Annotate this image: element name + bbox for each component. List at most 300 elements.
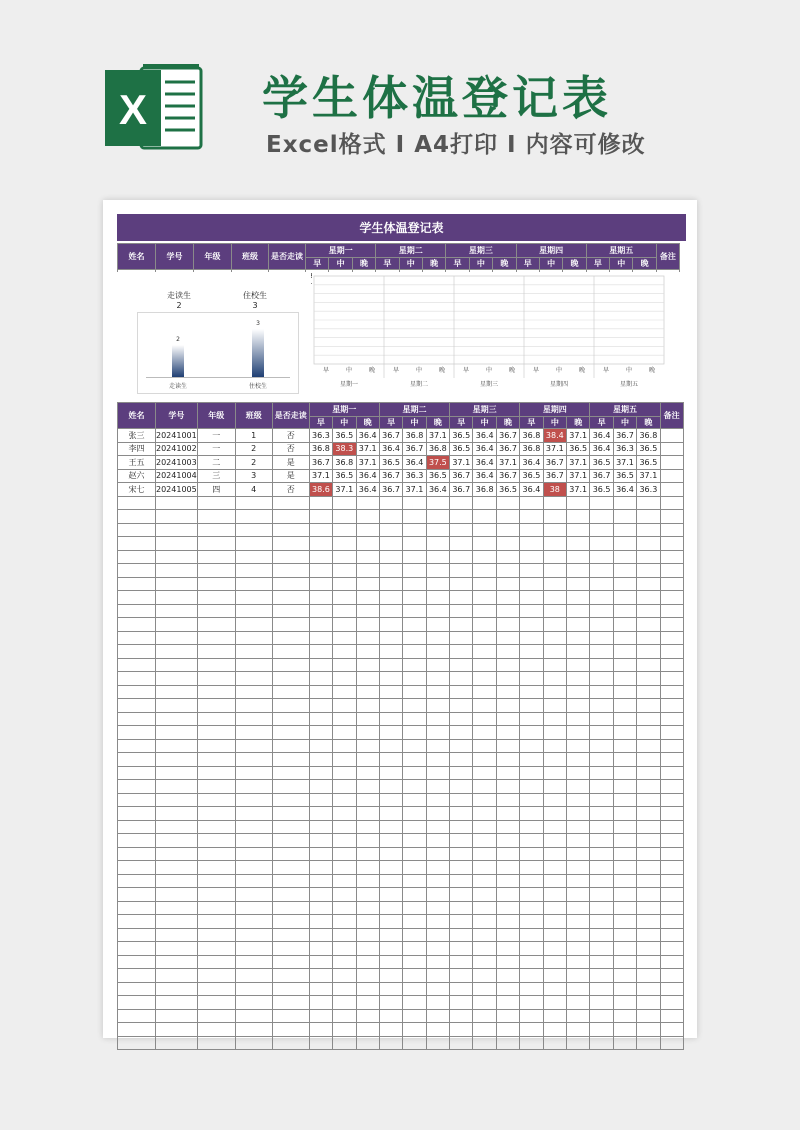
empty-cell[interactable] xyxy=(473,672,496,686)
empty-cell[interactable] xyxy=(613,631,636,645)
temperature-cell[interactable]: 36.8 xyxy=(309,442,332,456)
empty-cell[interactable] xyxy=(637,726,660,740)
empty-cell[interactable] xyxy=(567,969,590,983)
empty-cell[interactable] xyxy=(473,888,496,902)
empty-cell[interactable] xyxy=(379,1009,402,1023)
empty-cell[interactable] xyxy=(543,1009,566,1023)
empty-cell[interactable] xyxy=(567,672,590,686)
empty-cell[interactable] xyxy=(403,1023,426,1037)
empty-cell[interactable] xyxy=(197,523,235,537)
empty-cell[interactable] xyxy=(473,510,496,524)
empty-cell[interactable] xyxy=(235,915,272,929)
empty-cell[interactable] xyxy=(272,699,309,713)
temperature-cell[interactable]: 36.4 xyxy=(356,483,379,497)
empty-cell[interactable] xyxy=(333,604,356,618)
empty-cell[interactable] xyxy=(590,699,613,713)
empty-cell[interactable] xyxy=(156,888,198,902)
empty-cell[interactable] xyxy=(379,915,402,929)
temperature-cell[interactable]: 37.1 xyxy=(356,442,379,456)
temperature-cell[interactable]: 36.4 xyxy=(356,429,379,443)
empty-cell[interactable] xyxy=(496,888,519,902)
temperature-cell[interactable]: 36.8 xyxy=(520,429,543,443)
empty-cell[interactable] xyxy=(197,915,235,929)
temperature-cell[interactable]: 36.3 xyxy=(637,483,660,497)
info-cell[interactable]: 20241005 xyxy=(156,483,198,497)
empty-cell[interactable] xyxy=(403,604,426,618)
empty-cell[interactable] xyxy=(379,1023,402,1037)
temperature-cell[interactable]: 37.1 xyxy=(426,429,449,443)
empty-cell[interactable] xyxy=(473,739,496,753)
empty-cell[interactable] xyxy=(333,1036,356,1050)
empty-cell[interactable] xyxy=(272,780,309,794)
empty-cell[interactable] xyxy=(235,604,272,618)
empty-cell[interactable] xyxy=(590,793,613,807)
empty-cell[interactable] xyxy=(613,928,636,942)
empty-cell[interactable] xyxy=(379,1036,402,1050)
empty-cell[interactable] xyxy=(197,928,235,942)
empty-cell[interactable] xyxy=(197,780,235,794)
empty-cell[interactable] xyxy=(426,537,449,551)
empty-cell[interactable] xyxy=(473,807,496,821)
empty-cell[interactable] xyxy=(496,699,519,713)
empty-cell[interactable] xyxy=(235,861,272,875)
empty-cell[interactable] xyxy=(496,1036,519,1050)
empty-cell[interactable] xyxy=(403,1009,426,1023)
empty-cell[interactable] xyxy=(450,834,473,848)
empty-cell[interactable] xyxy=(660,1036,683,1050)
empty-cell[interactable] xyxy=(450,658,473,672)
temperature-cell[interactable]: 36.5 xyxy=(567,442,590,456)
empty-cell[interactable] xyxy=(309,915,332,929)
info-cell[interactable]: 是 xyxy=(272,456,309,470)
empty-cell[interactable] xyxy=(356,591,379,605)
empty-cell[interactable] xyxy=(426,942,449,956)
empty-cell[interactable] xyxy=(403,510,426,524)
empty-cell[interactable] xyxy=(567,874,590,888)
empty-cell[interactable] xyxy=(660,969,683,983)
empty-cell[interactable] xyxy=(235,1009,272,1023)
empty-cell[interactable] xyxy=(403,807,426,821)
empty-cell[interactable] xyxy=(309,618,332,632)
empty-cell[interactable] xyxy=(590,901,613,915)
empty-cell[interactable] xyxy=(567,510,590,524)
empty-cell[interactable] xyxy=(333,537,356,551)
empty-cell[interactable] xyxy=(660,847,683,861)
empty-cell[interactable] xyxy=(197,604,235,618)
empty-cell[interactable] xyxy=(660,915,683,929)
empty-cell[interactable] xyxy=(379,645,402,659)
empty-cell[interactable] xyxy=(520,658,543,672)
empty-cell[interactable] xyxy=(520,969,543,983)
empty-cell[interactable] xyxy=(156,807,198,821)
empty-cell[interactable] xyxy=(473,847,496,861)
temperature-cell[interactable]: 37.1 xyxy=(567,469,590,483)
empty-cell[interactable] xyxy=(520,1036,543,1050)
empty-cell[interactable] xyxy=(156,820,198,834)
empty-cell[interactable] xyxy=(520,685,543,699)
empty-cell[interactable] xyxy=(567,915,590,929)
temperature-cell[interactable]: 36.5 xyxy=(496,483,519,497)
empty-cell[interactable] xyxy=(590,753,613,767)
empty-cell[interactable] xyxy=(156,915,198,929)
empty-cell[interactable] xyxy=(613,780,636,794)
empty-cell[interactable] xyxy=(356,888,379,902)
empty-cell[interactable] xyxy=(520,672,543,686)
empty-cell[interactable] xyxy=(272,712,309,726)
empty-cell[interactable] xyxy=(426,577,449,591)
empty-cell[interactable] xyxy=(450,820,473,834)
empty-cell[interactable] xyxy=(356,928,379,942)
empty-cell[interactable] xyxy=(379,550,402,564)
empty-cell[interactable] xyxy=(235,1023,272,1037)
temperature-cell[interactable]: 36.5 xyxy=(333,429,356,443)
temperature-cell[interactable]: 38.6 xyxy=(309,483,332,497)
empty-cell[interactable] xyxy=(356,523,379,537)
temperature-cell[interactable]: 37.1 xyxy=(567,456,590,470)
empty-cell[interactable] xyxy=(590,537,613,551)
empty-cell[interactable] xyxy=(567,955,590,969)
empty-cell[interactable] xyxy=(356,658,379,672)
empty-cell[interactable] xyxy=(660,496,683,510)
empty-cell[interactable] xyxy=(197,766,235,780)
empty-cell[interactable] xyxy=(118,942,156,956)
empty-cell[interactable] xyxy=(567,996,590,1010)
empty-cell[interactable] xyxy=(272,969,309,983)
empty-cell[interactable] xyxy=(660,685,683,699)
empty-cell[interactable] xyxy=(613,672,636,686)
info-cell[interactable]: 三 xyxy=(197,469,235,483)
empty-cell[interactable] xyxy=(450,604,473,618)
info-cell[interactable]: 二 xyxy=(197,456,235,470)
empty-cell[interactable] xyxy=(426,807,449,821)
empty-cell[interactable] xyxy=(613,901,636,915)
empty-cell[interactable] xyxy=(450,901,473,915)
empty-cell[interactable] xyxy=(333,982,356,996)
empty-cell[interactable] xyxy=(118,793,156,807)
empty-cell[interactable] xyxy=(426,969,449,983)
note-cell[interactable] xyxy=(660,483,683,497)
empty-cell[interactable] xyxy=(309,712,332,726)
empty-cell[interactable] xyxy=(379,726,402,740)
empty-cell[interactable] xyxy=(118,564,156,578)
empty-cell[interactable] xyxy=(637,496,660,510)
empty-cell[interactable] xyxy=(520,712,543,726)
empty-cell[interactable] xyxy=(450,726,473,740)
empty-cell[interactable] xyxy=(356,766,379,780)
empty-cell[interactable] xyxy=(118,969,156,983)
empty-cell[interactable] xyxy=(118,496,156,510)
temperature-cell[interactable]: 36.8 xyxy=(520,442,543,456)
empty-cell[interactable] xyxy=(272,901,309,915)
empty-cell[interactable] xyxy=(197,591,235,605)
empty-cell[interactable] xyxy=(473,753,496,767)
empty-cell[interactable] xyxy=(118,510,156,524)
empty-cell[interactable] xyxy=(637,604,660,618)
empty-cell[interactable] xyxy=(590,712,613,726)
empty-cell[interactable] xyxy=(309,685,332,699)
empty-cell[interactable] xyxy=(637,699,660,713)
empty-cell[interactable] xyxy=(660,982,683,996)
empty-cell[interactable] xyxy=(272,888,309,902)
empty-cell[interactable] xyxy=(379,780,402,794)
empty-cell[interactable] xyxy=(543,793,566,807)
empty-cell[interactable] xyxy=(309,496,332,510)
empty-cell[interactable] xyxy=(450,766,473,780)
empty-cell[interactable] xyxy=(379,928,402,942)
empty-cell[interactable] xyxy=(473,564,496,578)
empty-cell[interactable] xyxy=(156,591,198,605)
empty-cell[interactable] xyxy=(197,847,235,861)
empty-cell[interactable] xyxy=(496,982,519,996)
empty-cell[interactable] xyxy=(450,510,473,524)
empty-cell[interactable] xyxy=(118,604,156,618)
empty-cell[interactable] xyxy=(235,739,272,753)
temperature-cell[interactable]: 36.3 xyxy=(613,442,636,456)
temperature-cell[interactable]: 36.4 xyxy=(590,442,613,456)
empty-cell[interactable] xyxy=(613,685,636,699)
empty-cell[interactable] xyxy=(156,874,198,888)
empty-cell[interactable] xyxy=(637,712,660,726)
empty-cell[interactable] xyxy=(637,955,660,969)
empty-cell[interactable] xyxy=(235,510,272,524)
empty-cell[interactable] xyxy=(235,982,272,996)
empty-cell[interactable] xyxy=(660,604,683,618)
empty-cell[interactable] xyxy=(118,861,156,875)
empty-cell[interactable] xyxy=(379,766,402,780)
temperature-cell[interactable]: 36.7 xyxy=(450,483,473,497)
empty-cell[interactable] xyxy=(637,523,660,537)
temperature-cell[interactable]: 36.7 xyxy=(543,456,566,470)
empty-cell[interactable] xyxy=(403,618,426,632)
empty-cell[interactable] xyxy=(118,834,156,848)
empty-cell[interactable] xyxy=(118,577,156,591)
empty-cell[interactable] xyxy=(660,591,683,605)
empty-cell[interactable] xyxy=(567,1009,590,1023)
info-cell[interactable]: 2 xyxy=(235,442,272,456)
temperature-cell[interactable]: 36.4 xyxy=(473,429,496,443)
empty-cell[interactable] xyxy=(356,874,379,888)
info-cell[interactable]: 3 xyxy=(235,469,272,483)
empty-cell[interactable] xyxy=(520,496,543,510)
empty-cell[interactable] xyxy=(235,523,272,537)
empty-cell[interactable] xyxy=(156,753,198,767)
empty-cell[interactable] xyxy=(379,591,402,605)
empty-cell[interactable] xyxy=(118,928,156,942)
empty-cell[interactable] xyxy=(473,604,496,618)
empty-cell[interactable] xyxy=(379,712,402,726)
empty-cell[interactable] xyxy=(567,523,590,537)
empty-cell[interactable] xyxy=(450,496,473,510)
empty-cell[interactable] xyxy=(520,888,543,902)
empty-cell[interactable] xyxy=(450,645,473,659)
empty-cell[interactable] xyxy=(403,874,426,888)
empty-cell[interactable] xyxy=(197,550,235,564)
empty-cell[interactable] xyxy=(590,672,613,686)
temperature-cell[interactable]: 36.5 xyxy=(590,456,613,470)
empty-cell[interactable] xyxy=(379,942,402,956)
empty-cell[interactable] xyxy=(567,888,590,902)
empty-cell[interactable] xyxy=(473,820,496,834)
temperature-cell[interactable]: 36.7 xyxy=(496,469,519,483)
empty-cell[interactable] xyxy=(543,591,566,605)
empty-cell[interactable] xyxy=(379,699,402,713)
empty-cell[interactable] xyxy=(590,834,613,848)
empty-cell[interactable] xyxy=(613,1036,636,1050)
temperature-cell[interactable]: 36.4 xyxy=(426,483,449,497)
empty-cell[interactable] xyxy=(235,672,272,686)
empty-cell[interactable] xyxy=(235,942,272,956)
info-cell[interactable]: 一 xyxy=(197,429,235,443)
empty-cell[interactable] xyxy=(197,618,235,632)
empty-cell[interactable] xyxy=(272,861,309,875)
empty-cell[interactable] xyxy=(403,955,426,969)
empty-cell[interactable] xyxy=(118,780,156,794)
empty-cell[interactable] xyxy=(590,1009,613,1023)
empty-cell[interactable] xyxy=(403,658,426,672)
empty-cell[interactable] xyxy=(660,510,683,524)
empty-cell[interactable] xyxy=(272,982,309,996)
empty-cell[interactable] xyxy=(403,861,426,875)
empty-cell[interactable] xyxy=(156,685,198,699)
empty-cell[interactable] xyxy=(197,942,235,956)
empty-cell[interactable] xyxy=(333,780,356,794)
temperature-cell[interactable]: 36.4 xyxy=(379,442,402,456)
temperature-cell[interactable]: 37.1 xyxy=(309,469,332,483)
temperature-cell[interactable]: 36.5 xyxy=(637,456,660,470)
empty-cell[interactable] xyxy=(156,928,198,942)
empty-cell[interactable] xyxy=(660,888,683,902)
empty-cell[interactable] xyxy=(450,591,473,605)
empty-cell[interactable] xyxy=(156,577,198,591)
empty-cell[interactable] xyxy=(450,807,473,821)
empty-cell[interactable] xyxy=(520,807,543,821)
empty-cell[interactable] xyxy=(426,726,449,740)
empty-cell[interactable] xyxy=(235,874,272,888)
empty-cell[interactable] xyxy=(118,618,156,632)
empty-cell[interactable] xyxy=(567,618,590,632)
empty-cell[interactable] xyxy=(660,1023,683,1037)
empty-cell[interactable] xyxy=(496,496,519,510)
empty-cell[interactable] xyxy=(309,996,332,1010)
empty-cell[interactable] xyxy=(613,753,636,767)
empty-cell[interactable] xyxy=(473,1023,496,1037)
empty-cell[interactable] xyxy=(567,550,590,564)
empty-cell[interactable] xyxy=(118,955,156,969)
empty-cell[interactable] xyxy=(426,847,449,861)
empty-cell[interactable] xyxy=(660,1009,683,1023)
empty-cell[interactable] xyxy=(613,510,636,524)
empty-cell[interactable] xyxy=(496,969,519,983)
empty-cell[interactable] xyxy=(379,793,402,807)
empty-cell[interactable] xyxy=(543,523,566,537)
empty-cell[interactable] xyxy=(543,874,566,888)
empty-cell[interactable] xyxy=(333,618,356,632)
temperature-cell[interactable]: 36.4 xyxy=(520,483,543,497)
empty-cell[interactable] xyxy=(496,658,519,672)
empty-cell[interactable] xyxy=(496,591,519,605)
temperature-cell[interactable]: 36.7 xyxy=(496,442,519,456)
empty-cell[interactable] xyxy=(426,1009,449,1023)
empty-cell[interactable] xyxy=(356,820,379,834)
empty-cell[interactable] xyxy=(356,564,379,578)
empty-cell[interactable] xyxy=(450,712,473,726)
temperature-cell[interactable]: 36.4 xyxy=(473,456,496,470)
empty-cell[interactable] xyxy=(567,1023,590,1037)
empty-cell[interactable] xyxy=(356,645,379,659)
empty-cell[interactable] xyxy=(426,1023,449,1037)
empty-cell[interactable] xyxy=(403,685,426,699)
empty-cell[interactable] xyxy=(496,780,519,794)
empty-cell[interactable] xyxy=(450,577,473,591)
temperature-cell[interactable]: 37.1 xyxy=(450,456,473,470)
empty-cell[interactable] xyxy=(496,685,519,699)
empty-cell[interactable] xyxy=(567,834,590,848)
temperature-cell[interactable]: 36.7 xyxy=(379,469,402,483)
empty-cell[interactable] xyxy=(520,591,543,605)
empty-cell[interactable] xyxy=(309,820,332,834)
empty-cell[interactable] xyxy=(156,942,198,956)
empty-cell[interactable] xyxy=(613,874,636,888)
empty-cell[interactable] xyxy=(356,780,379,794)
empty-cell[interactable] xyxy=(496,793,519,807)
empty-cell[interactable] xyxy=(590,1023,613,1037)
empty-cell[interactable] xyxy=(450,1036,473,1050)
empty-cell[interactable] xyxy=(473,712,496,726)
empty-cell[interactable] xyxy=(660,834,683,848)
empty-cell[interactable] xyxy=(567,496,590,510)
empty-cell[interactable] xyxy=(118,712,156,726)
info-cell[interactable]: 否 xyxy=(272,442,309,456)
empty-cell[interactable] xyxy=(473,726,496,740)
empty-cell[interactable] xyxy=(450,969,473,983)
empty-cell[interactable] xyxy=(309,928,332,942)
empty-cell[interactable] xyxy=(197,1009,235,1023)
info-cell[interactable]: 否 xyxy=(272,429,309,443)
empty-cell[interactable] xyxy=(613,861,636,875)
temperature-cell[interactable]: 36.4 xyxy=(613,483,636,497)
empty-cell[interactable] xyxy=(403,726,426,740)
empty-cell[interactable] xyxy=(156,739,198,753)
temperature-cell[interactable]: 36.8 xyxy=(403,429,426,443)
empty-cell[interactable] xyxy=(613,726,636,740)
empty-cell[interactable] xyxy=(197,874,235,888)
empty-cell[interactable] xyxy=(235,780,272,794)
empty-cell[interactable] xyxy=(156,780,198,794)
info-cell[interactable]: 20241004 xyxy=(156,469,198,483)
empty-cell[interactable] xyxy=(118,1036,156,1050)
empty-cell[interactable] xyxy=(156,847,198,861)
empty-cell[interactable] xyxy=(197,861,235,875)
empty-cell[interactable] xyxy=(333,564,356,578)
empty-cell[interactable] xyxy=(613,820,636,834)
info-cell[interactable]: 四 xyxy=(197,483,235,497)
empty-cell[interactable] xyxy=(356,1023,379,1037)
empty-cell[interactable] xyxy=(660,996,683,1010)
empty-cell[interactable] xyxy=(543,631,566,645)
empty-cell[interactable] xyxy=(118,550,156,564)
empty-cell[interactable] xyxy=(197,537,235,551)
empty-cell[interactable] xyxy=(426,753,449,767)
temperature-cell[interactable]: 36.3 xyxy=(309,429,332,443)
empty-cell[interactable] xyxy=(450,982,473,996)
empty-cell[interactable] xyxy=(543,604,566,618)
empty-cell[interactable] xyxy=(235,712,272,726)
empty-cell[interactable] xyxy=(356,955,379,969)
empty-cell[interactable] xyxy=(520,726,543,740)
empty-cell[interactable] xyxy=(333,996,356,1010)
empty-cell[interactable] xyxy=(496,739,519,753)
empty-cell[interactable] xyxy=(473,591,496,605)
